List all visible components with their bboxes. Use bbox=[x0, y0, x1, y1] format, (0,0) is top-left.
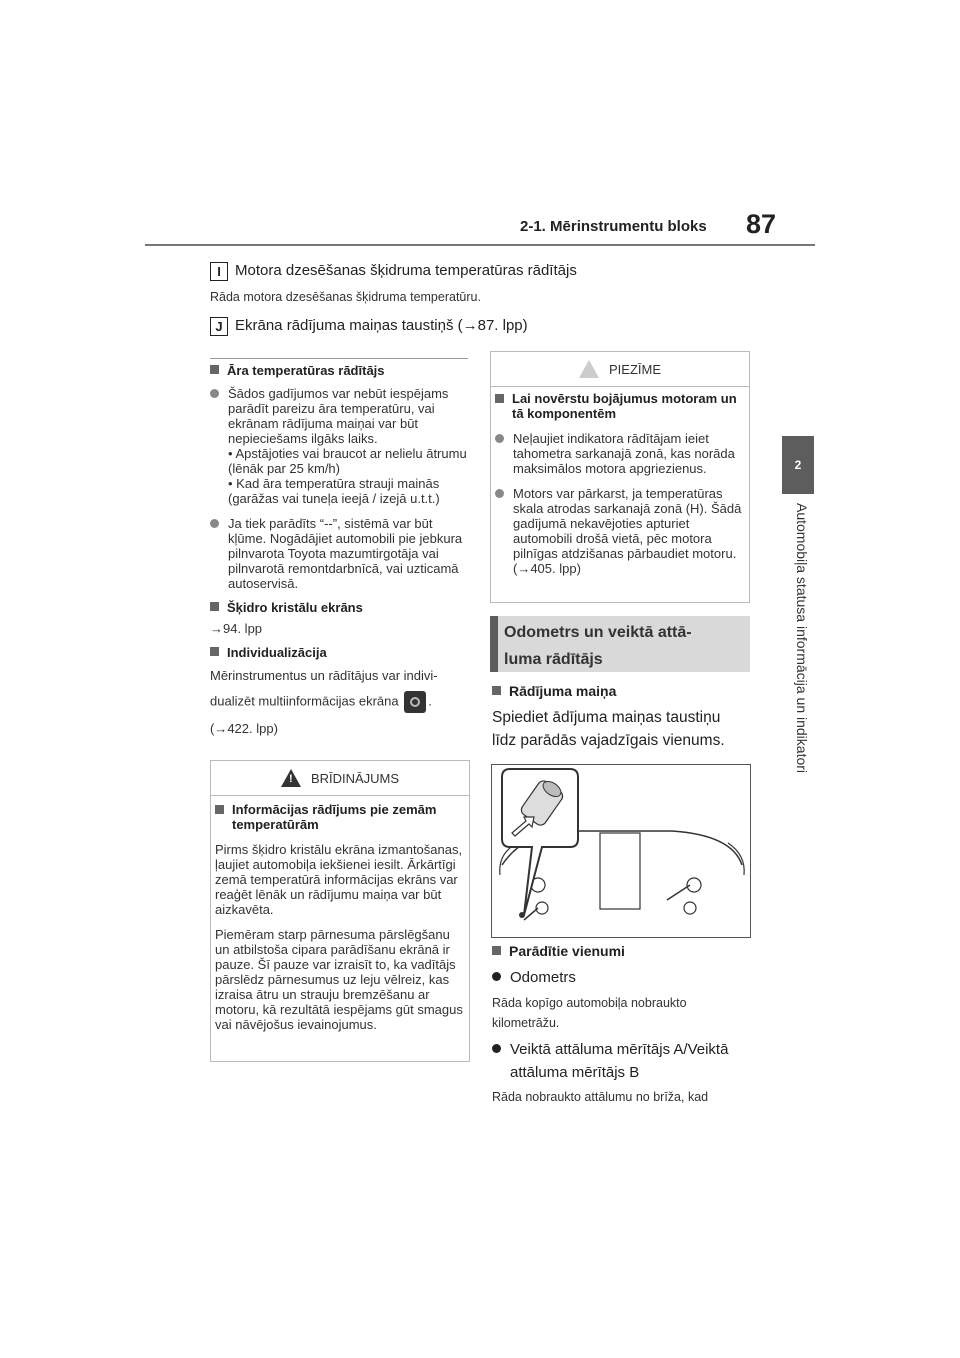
square-bullet-icon bbox=[492, 946, 501, 955]
displayed-heading: Parādītie vienumi bbox=[492, 943, 625, 959]
column-divider bbox=[210, 358, 468, 359]
note-heading: Lai novērstu bojājumus motoram un tā komponentēm bbox=[495, 391, 745, 421]
circle-bullet-icon bbox=[495, 489, 504, 498]
section-heading bbox=[490, 616, 750, 672]
item-title-i: Motora dzesēšanas šķidruma temperatūras rādītājs bbox=[235, 262, 577, 279]
change-heading: Rādījuma maiņa bbox=[492, 683, 616, 699]
ambient-sub-2: • Kad āra temperatūra strauji mainās (garāžas vai tuneļa ieejā / izejā u.t.t.) bbox=[228, 476, 440, 506]
lcd-heading: Šķidro kristālu ekrāns bbox=[210, 600, 472, 615]
note-bullet-2: Motors var pārkarst, ja temperatūras skala atrodas sarkanajā zonā (H). Šādā gadījumā nekavējoties apturiet automobili drošā vietā, pēc motora pilnīgas atdzišanas pārbaudiet motoru. (→405. lpp) bbox=[495, 486, 745, 576]
header-divider bbox=[145, 244, 815, 246]
custom-text-2: dualizēt multiinformācijas ekrāna . bbox=[210, 691, 472, 713]
page-number: 87 bbox=[746, 209, 777, 239]
settings-gear-icon bbox=[404, 691, 426, 713]
trip-meter-desc: Rāda nobraukto attālumu no brīža, kad bbox=[492, 1090, 709, 1104]
section-heading-bar bbox=[490, 616, 498, 672]
left-column bbox=[210, 363, 472, 736]
warning-box bbox=[210, 760, 470, 1062]
odometer-desc-2: kilometrāžu. bbox=[492, 1016, 560, 1030]
item-desc-i: Rāda motora dzesēšanas šķidruma temperatūru. bbox=[210, 290, 481, 304]
square-bullet-icon bbox=[210, 602, 219, 611]
item-letter-i: I bbox=[210, 262, 228, 281]
ambient-sub-1: • Apstājoties vai braucot ar nelielu ātrumu (lēnāk par 25 km/h) bbox=[228, 446, 467, 476]
chapter-tab[interactable]: 2 bbox=[782, 436, 814, 494]
bullet-icon bbox=[492, 1044, 501, 1053]
ambient-bullet-2: Ja tiek parādīts “--”, sistēmā var būt kļūme. Nogādājiet automobili pie jebkura pilnvarota Toyota mazumtirgotāja vai pilnvarotā remontdarbnīcā, vai uzticamā autoservisā. bbox=[210, 516, 472, 591]
change-text-1: Spiediet ādījuma maiņas taustiņu bbox=[492, 709, 721, 726]
square-bullet-icon bbox=[492, 686, 501, 695]
square-bullet-icon bbox=[495, 394, 504, 403]
note-bullet-1: Neļaujiet indikatora rādītājam ieiet tahometra sarkanajā zonā, kas norāda maksimālos motora apgriezienus. bbox=[495, 431, 745, 476]
custom-text-1: Mērinstrumentus un rādītājus var indivi- bbox=[210, 668, 438, 683]
section-heading-line-2: luma rādītājs bbox=[504, 651, 603, 668]
item-letter-j: J bbox=[210, 317, 228, 336]
square-bullet-icon bbox=[210, 647, 219, 656]
custom-heading: Individualizācija bbox=[210, 645, 472, 660]
warning-heading: Informācijas rādījums pie zemām temperatūrām bbox=[215, 802, 465, 832]
section-title: 2-1. Mērinstrumentu bloks bbox=[520, 218, 707, 235]
square-bullet-icon bbox=[215, 805, 224, 814]
trip-meter-item: Veiktā attāluma mērītājs A/Veiktā bbox=[492, 1041, 728, 1058]
circle-bullet-icon bbox=[495, 434, 504, 443]
cluster-drawing bbox=[492, 765, 750, 937]
bullet-icon bbox=[492, 972, 501, 981]
note-icon bbox=[579, 360, 599, 378]
custom-ref[interactable]: (→422. lpp) bbox=[210, 721, 278, 736]
lcd-ref[interactable]: →94. lpp bbox=[210, 621, 263, 636]
odometer-desc-1: Rāda kopīgo automobiļa nobraukto bbox=[492, 996, 687, 1010]
instrument-cluster-illustration bbox=[491, 764, 751, 938]
circle-bullet-icon bbox=[210, 519, 219, 528]
circle-bullet-icon bbox=[210, 389, 219, 398]
chapter-label: Automobiļa statusa informācija un indikatori bbox=[794, 503, 810, 774]
note-header: PIEZĪME bbox=[491, 352, 749, 387]
warning-paragraph-2: Piemēram starp pārnesuma pārslēgšanu un atbilstoša cipara parādīšanu ekrānā ir pauze. Šī pauze var izraisīt to, ka vadītājs pārslēdz pārnesumus uz leju vēlreiz, kas izraisa ātru un strauju bremzēšanu ar motoru, kā rezultātā iespējams gūt smagus vai nāvējošus ievainojumus. bbox=[215, 927, 463, 1032]
change-text-2: līdz parādās vajadzīgais vienums. bbox=[492, 732, 725, 749]
warning-paragraph-1: Pirms šķidro kristālu ekrāna izmantošanas, ļaujiet automobiļa iekšienei iesilt. Ārkārtīgi zemā temperatūrā informācijas ekrāns var reaģēt lēnāk un rādījumu maiņa var būt aizkavēta. bbox=[215, 842, 463, 917]
note-box bbox=[490, 351, 750, 603]
odometer-item: Odometrs bbox=[492, 969, 576, 986]
section-heading-line-1: Odometrs un veiktā attā- bbox=[504, 624, 692, 641]
ambient-heading: Āra temperatūras rādītājs bbox=[210, 363, 472, 378]
trip-meter-item-2: attāluma mērītājs B bbox=[510, 1064, 640, 1081]
item-title-j: Ekrāna rādījuma maiņas taustiņš (→87. lpp) bbox=[235, 317, 528, 334]
ambient-bullet-1: Šādos gadījumos var nebūt iespējams parādīt pareizu āra temperatūru, vai ekrānam rādījuma maiņai var būt nepieciešams ilgāks laiks. bbox=[210, 386, 472, 446]
warning-icon: ! bbox=[281, 769, 301, 787]
square-bullet-icon bbox=[210, 365, 219, 374]
warning-header: ! BRĪDINĀJUMS bbox=[211, 761, 469, 796]
